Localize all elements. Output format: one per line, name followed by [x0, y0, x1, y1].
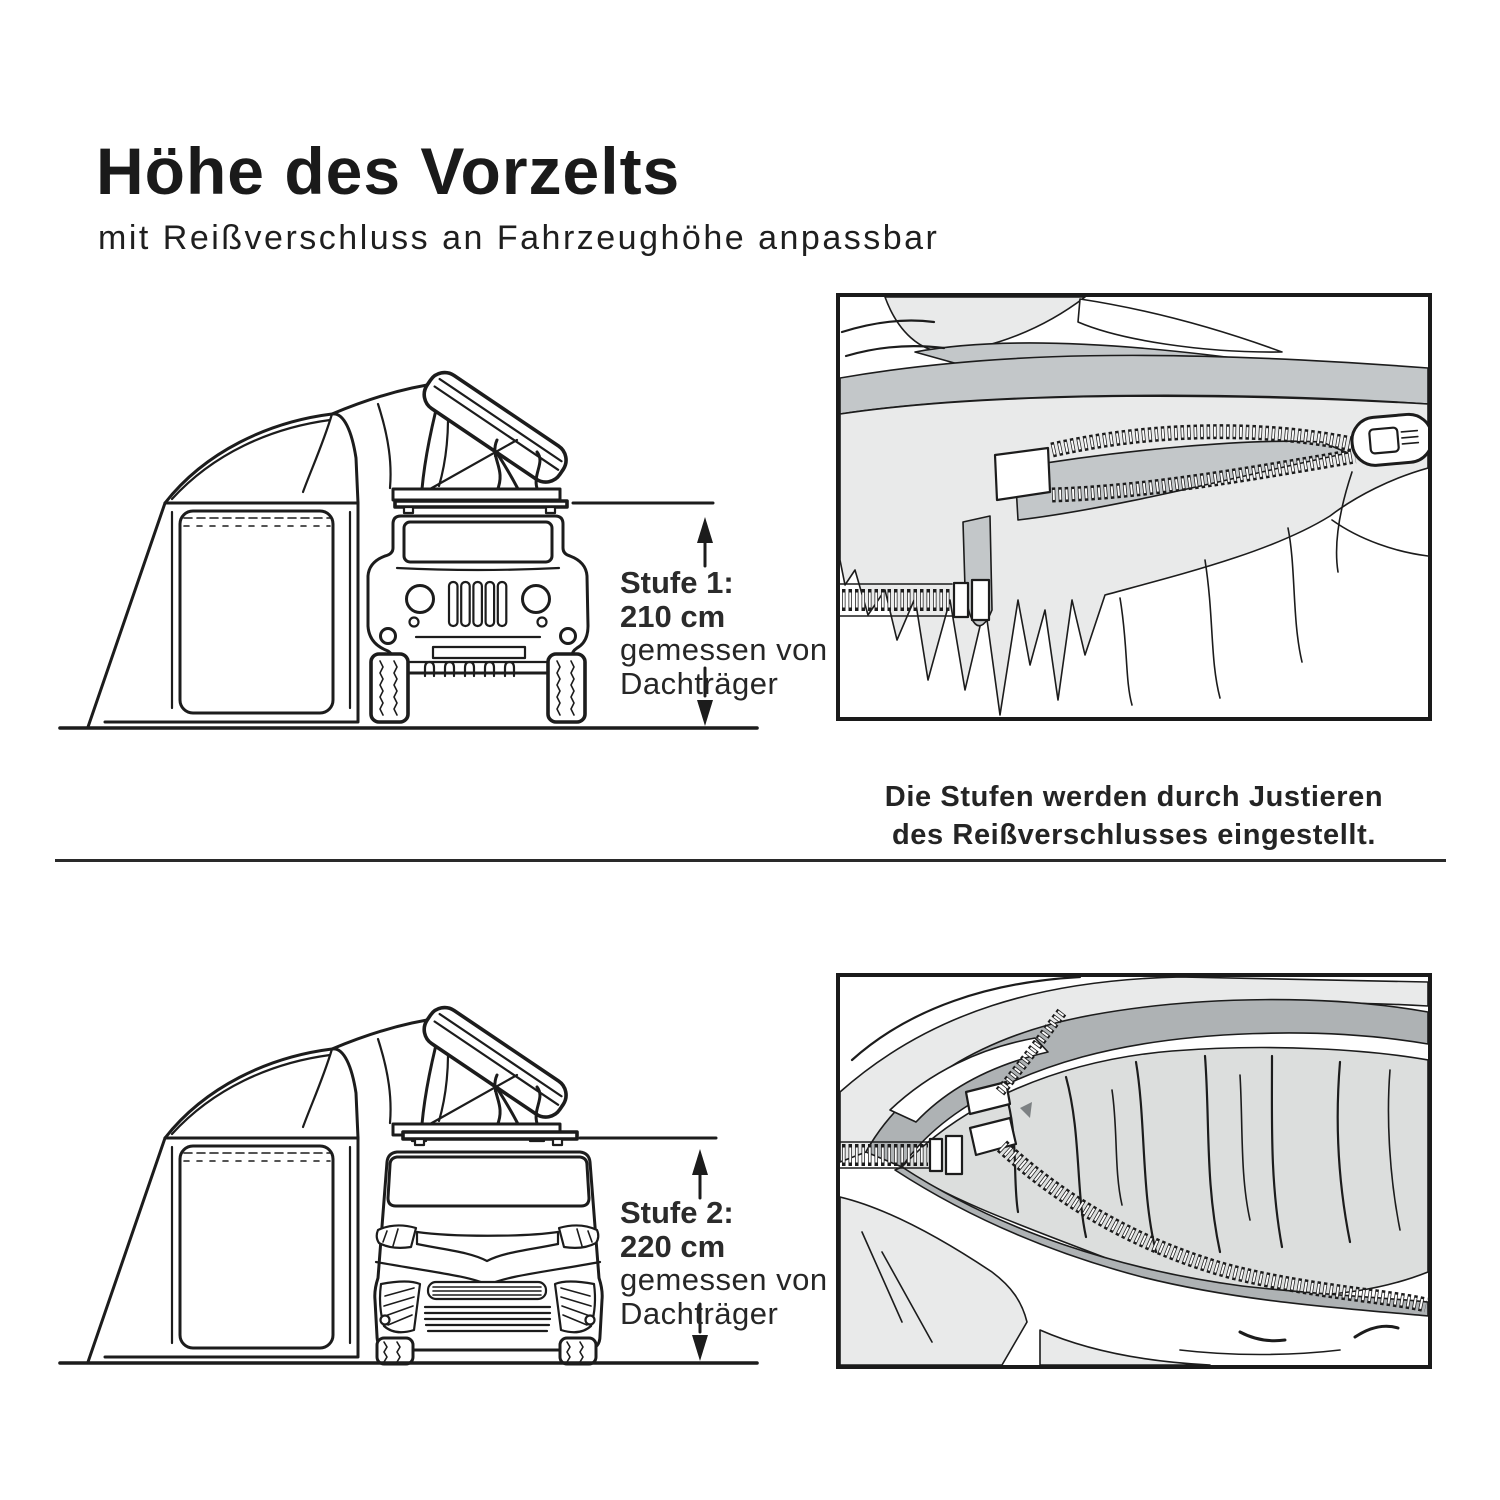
diagram-stufe2-van-awning [50, 965, 770, 1405]
section-divider [55, 859, 1446, 862]
measure-arrow-up-icon [692, 1149, 708, 1198]
measured-from-2: Dachträger [620, 1295, 779, 1331]
measured-from-1: gemessen von [620, 632, 828, 667]
zipper-open-illustration [840, 297, 1428, 717]
measured-from-1: gemessen von [620, 1262, 828, 1297]
zipper-detail-box-1 [836, 293, 1432, 721]
measure-arrow-up-icon [697, 517, 713, 566]
step-label: Stufe 2: [620, 1195, 734, 1230]
page-title: Höhe des Vorzelts [96, 134, 681, 209]
page-subtitle: mit Reißverschluss an Fahrzeughöhe anpassbar [98, 219, 940, 257]
note-line-2: des Reißverschlusses eingestellt. [891, 819, 1376, 851]
height-value: 210 cm [620, 598, 726, 634]
diagram-stufe1-jeep-awning [50, 330, 770, 770]
step-label: Stufe 1: [620, 565, 734, 600]
measure-label-stufe1 [620, 566, 860, 700]
measured-from-2: Dachträger [620, 665, 779, 701]
zipper-detail-box-2 [836, 973, 1432, 1369]
zipper-curve-illustration [840, 977, 1428, 1365]
zipper-slider-icon [1350, 412, 1428, 467]
van-illustration [375, 1132, 602, 1364]
zipper-adjustment-note [836, 778, 1432, 854]
height-value: 220 cm [620, 1228, 726, 1264]
jeep-illustration [368, 501, 588, 722]
measure-label-stufe2 [620, 1196, 860, 1330]
note-line-1: Die Stufen werden durch Justieren [884, 781, 1384, 813]
